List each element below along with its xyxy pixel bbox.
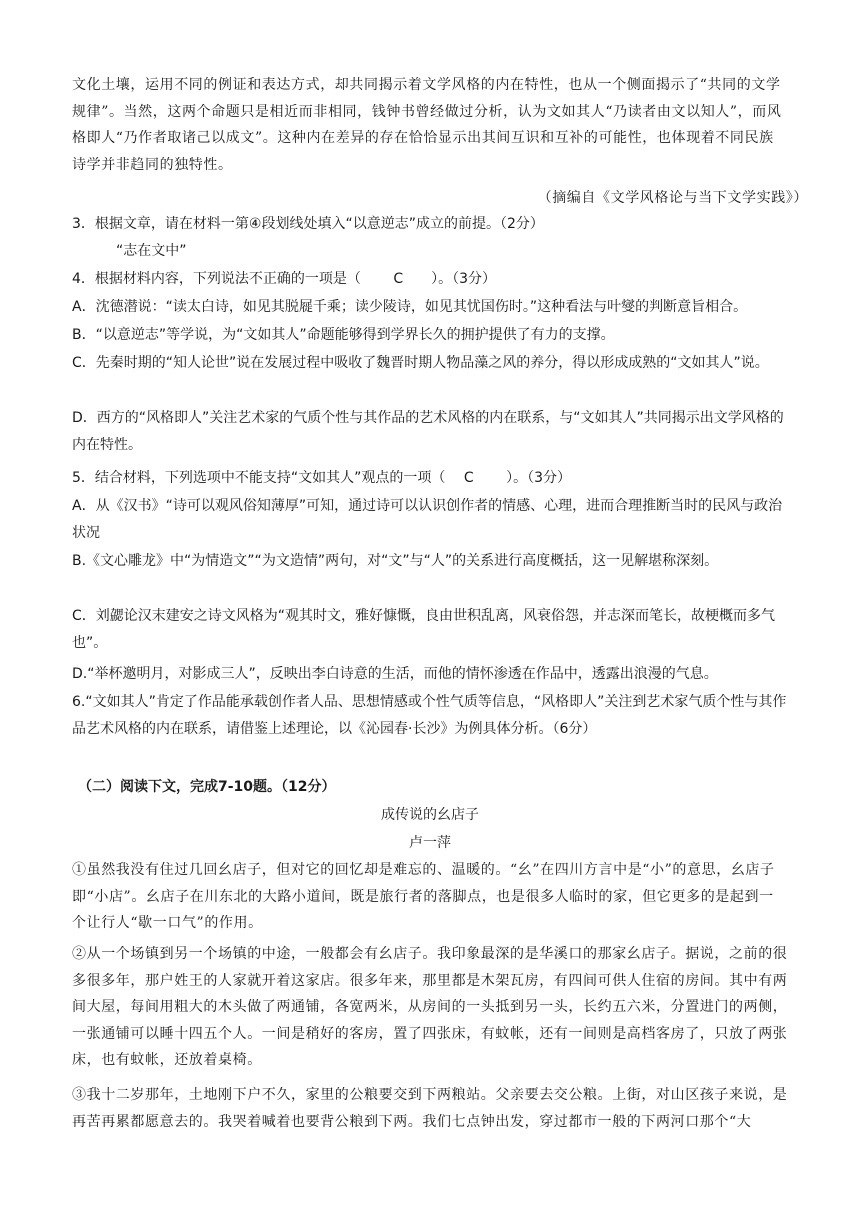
story-title: 成传说的幺店子 bbox=[381, 807, 479, 823]
q5-option-a: A．从《汉书》“诗可以观风俗知薄厚”可知，通过诗可以认识创作者的情感、心理，进而合理推断当时的民风与政治状况 bbox=[72, 498, 783, 541]
q5-option-d: D.“举杯邀明月，对影成三人”，反映出李白诗意的生活，而他的情怀渗透在作品中，透露出浪漫的气息。 bbox=[72, 666, 718, 682]
question-6: 6.“文如其人”肯定了作品能承载创作者人品、思想情感或个性气质等信息，“风格即人”关注到艺术家气质个性与其作品艺术风格的内在联系，请借鉴上述理论，以《沁园春·长沙》为例具体分析。（6分） bbox=[72, 694, 787, 737]
source-citation: （摘编自《文学风格论与当下文学实践》） bbox=[537, 190, 808, 206]
q4-option-c: C．先秦时期的“知人论世”说在发展过程中吸收了魏晋时期人物品藻之风的养分，得以形成成熟的“文如其人”说。 bbox=[72, 355, 769, 371]
question-3-answer: “志在文中” bbox=[116, 243, 187, 259]
passage1-tail: 文化土壤，运用不同的例证和表达方式，却共同揭示着文学风格的内在特性，也从一个侧面揭示了“共同的文学规律”。当然，这两个命题只是相近而非相同，钱钟书曾经做过分析，认为文如其人“乃读者由文以知人”，而风格即人“乃作者取诸己以成文”。这种内在差异的存在恰恰显示出其间互识和互补的可能性，也体现着不同民族诗学并非趋同的独特性。 bbox=[72, 77, 782, 173]
q4-option-a: A．沈德潜说：“读太白诗，如见其脱屣千乘；读少陵诗，如见其忧国伤时。”这种看法与叶燮的判断意旨相合。 bbox=[72, 299, 748, 315]
q4-option-b: B．“以意逆志”等学说，为“文如其人”命题能够得到学界长久的拥护提供了有力的支撑。 bbox=[72, 327, 615, 343]
question-3: 3．根据文章，请在材料一第④段划线处填入“以意逆志”成立的前提。（2分） bbox=[72, 216, 544, 232]
q4-option-d: D．西方的“风格即人”关注艺术家的气质个性与其作品的艺术风格的内在联系，与“文如其人”共同揭示出文学风格的内在特性。 bbox=[72, 410, 784, 453]
q5-option-b: B.《文心雕龙》中“为情造文”“为文造情”两句，对“文”与“人”的关系进行高度概括，这一见解堪称深刻。 bbox=[72, 553, 719, 569]
story-paragraph-1: ①虽然我没有住过几回幺店子，但对它的回忆却是难忘的、温暖的。“幺”在四川方言中是“小”的意思，幺店子即“小店”。幺店子在川东北的大路小道间，既是旅行者的落脚点，也是很多人临时的家，但它更多的是起到一个让行人“歇一口气”的作用。 bbox=[72, 862, 775, 931]
story-author: 卢一萍 bbox=[409, 835, 451, 851]
story-paragraph-2: ②从一个场镇到另一个场镇的中途，一般都会有幺店子。我印象最深的是华溪口的那家幺店子。据说，之前的很多很多年，那户姓王的人家就开着这家店。很多年来，那里都是木架瓦房，有四间可供人住宿的房间。其中有两间大屋，每间用粗大的木头做了两通铺，各宽两米，从房间的一头抵到另一头，长约五六米，分置进门的两侧，一张通铺可以睡十四五个人。一间是稍好的客房，置了四张床，有蚊帐，还有一间则是高档客房了，只放了两张床，也有蚊帐，还放着桌椅。 bbox=[72, 946, 788, 1068]
q5-option-c: C．刘勰论汉末建安之诗文风格为“观其时文，雅好慷慨，良由世积乱离，风衰俗怨，并志深而笔长，故梗概而多气也”。 bbox=[72, 608, 776, 651]
question-4: 4．根据材料内容，下列说法不正确的一项是（ C ）。（3分） bbox=[72, 271, 497, 287]
section-heading: （二）阅读下文，完成7-10题。（12分） bbox=[78, 779, 336, 795]
question-5: 5．结合材料，下列选项中不能支持“文如其人”观点的一项（ C ）。（3分） bbox=[72, 470, 571, 486]
story-paragraph-3: ③我十二岁那年，土地刚下户不久，家里的公粮要交到下两粮站。父亲要去交公粮。上街，对山区孩子来说，是再苦再累都愿意去的。我哭着喊着也要背公粮到下两。我们七点钟出发，穿过都市一般的下两河口那个“大 bbox=[72, 1087, 788, 1130]
